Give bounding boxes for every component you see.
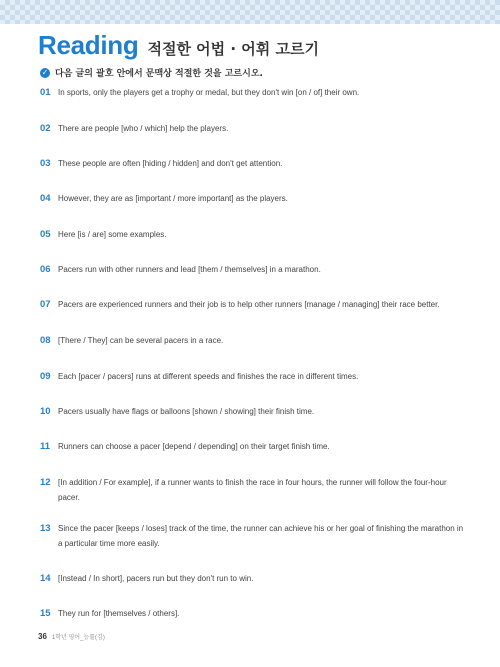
question-item — [40, 406, 468, 419]
question-item — [40, 193, 468, 206]
question-item — [40, 299, 468, 312]
question-text: Pacers run with other runners and lead [them / themselves] in a marathon. — [58, 265, 321, 274]
page-number: 36 — [38, 632, 47, 641]
question-text: Here [is / are] some examples. — [58, 230, 167, 239]
question-text: They run for [themselves / others]. — [58, 609, 180, 618]
question-number: 06 — [40, 264, 51, 275]
question-number: 15 — [40, 608, 51, 619]
question-text: [There / They] can be several pacers in a race. — [58, 336, 224, 345]
question-item — [40, 264, 468, 277]
question-number: 11 — [40, 441, 51, 452]
top-pattern-band — [0, 0, 500, 24]
question-text: [Instead / In short], pacers run but they don't run to win. — [58, 574, 254, 583]
question-text: [In addition / For example], if a runner wants to finish the race in four hours, the runner will follow the four-hour pacer. — [58, 478, 447, 502]
question-text: Each [pacer / pacers] runs at different speeds and finishes the race in different times. — [58, 372, 359, 381]
question-number: 09 — [40, 371, 51, 382]
question-number: 04 — [40, 193, 51, 204]
question-number: 14 — [40, 573, 51, 584]
question-item — [40, 123, 468, 136]
question-text: There are people [who / which] help the players. — [58, 124, 229, 133]
question-number: 08 — [40, 335, 51, 346]
question-item — [40, 441, 468, 454]
question-item — [40, 477, 468, 505]
question-text: These people are often [hiding / hidden] and don't get attention. — [58, 159, 283, 168]
question-item — [40, 158, 468, 171]
book-title: 1학년 영어_능률(김) — [51, 635, 105, 641]
question-text: Runners can choose a pacer [depend / depending] on their target finish time. — [58, 442, 330, 451]
question-text: In sports, only the players get a trophy or medal, but they don't win [on / of] their own. — [58, 88, 360, 97]
question-number: 13 — [40, 523, 51, 534]
question-item — [40, 573, 468, 586]
question-number: 07 — [40, 299, 51, 310]
question-item — [40, 87, 468, 100]
question-number: 05 — [40, 229, 51, 240]
instruction — [40, 66, 263, 79]
question-item — [40, 229, 468, 242]
question-number: 10 — [40, 406, 51, 417]
question-text: Since the pacer [keeps / loses] track of the time, the runner can achieve his or her goal of finishing the marathon in a particular time more easily. — [58, 524, 464, 548]
section-subtitle: 적절한 어법 · 어휘 고르기 — [147, 40, 319, 58]
question-number: 03 — [40, 158, 51, 169]
instruction-text: 다음 글의 괄호 안에서 문맥상 적절한 것을 고르시오. — [55, 69, 263, 79]
question-number: 12 — [40, 477, 51, 488]
section-header — [38, 30, 319, 61]
section-title: Reading — [38, 30, 139, 60]
page-footer — [38, 632, 105, 641]
question-number: 01 — [40, 87, 51, 98]
question-text: Pacers usually have flags or balloons [shown / showing] their finish time. — [58, 407, 315, 416]
question-item — [40, 608, 468, 621]
check-icon: ✓ — [41, 67, 49, 77]
question-item — [40, 335, 468, 348]
question-number: 02 — [40, 123, 51, 134]
question-item — [40, 371, 468, 384]
question-item — [40, 523, 468, 551]
question-text: Pacers are experienced runners and their job is to help other runners [manage / managing] their race better. — [58, 300, 440, 309]
question-text: However, they are as [important / more important] as the players. — [58, 194, 288, 203]
